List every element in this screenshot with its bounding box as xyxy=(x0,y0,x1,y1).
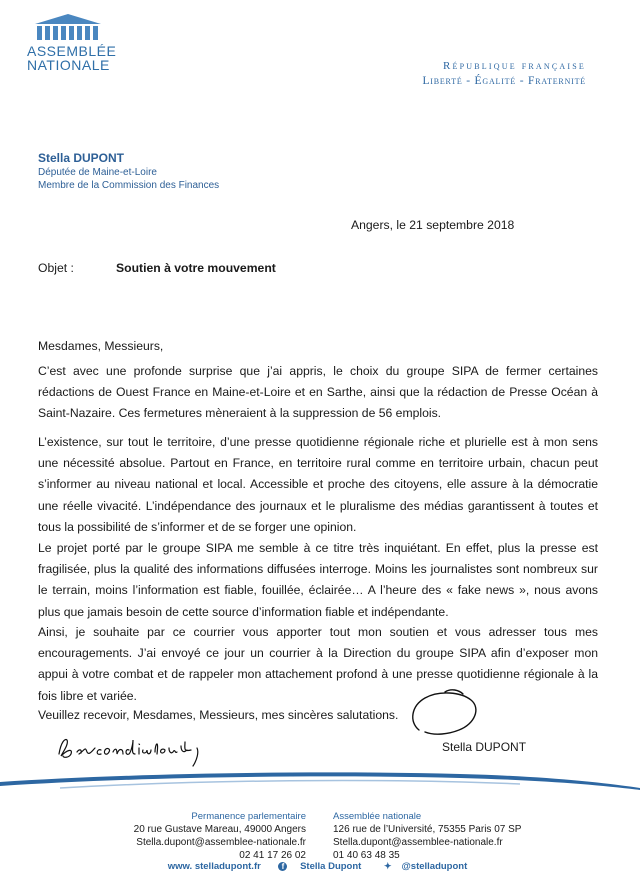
handwritten-closing xyxy=(55,732,215,768)
facebook-link[interactable] xyxy=(273,861,366,872)
footer-right-email[interactable]: Stella.dupont@assemblee-nationale.fr xyxy=(333,837,503,848)
paragraph-4: Ainsi, je souhaite par ce courrier vous apporter tout mon soutien et vous adresser tous mes encouragements. J’ai envoyé ce jour un courrier à la Direction du groupe SIPA afin d’exposer mon appui à votre combat et de rappeler mon attachement profond à une presse quotidienne régionale à la fois libre et variée. xyxy=(38,625,598,703)
facebook-label: Stella Dupont xyxy=(300,861,362,872)
footer-right-address: 126 rue de l’Université, 75355 Paris 07 SP xyxy=(333,824,522,835)
facebook-icon: f xyxy=(278,862,287,871)
logo-line-1: ASSEMBLÉE xyxy=(27,43,117,59)
sender-block xyxy=(38,151,219,191)
twitter-icon: ✦ xyxy=(383,861,392,871)
footer-swoosh xyxy=(0,770,640,810)
salutation: Mesdames, Messieurs, xyxy=(38,339,164,353)
republique-francaise: République française xyxy=(443,60,586,72)
subject-text: Soutien à votre mouvement xyxy=(116,261,276,275)
sender-name: Stella DUPONT xyxy=(38,151,125,165)
footer-right-phone: 01 40 63 48 35 xyxy=(333,850,400,861)
paragraph-2: L’existence, sur tout le territoire, d’une presse quotidienne régionale riche et plurielle est à mon sens une nécessité absolue. Partout en France, en territoire rural comme en territoire urbain, chacun peut s’informer au niveau national et local. Accessible et proche des citoyens, elle assure à la démocratie une réelle vivacité. L’indépendance des journaux et le pluralisme des médias garantissent à toutes et tous la possibilité de s’informer et de se forger une opinion. xyxy=(38,435,598,534)
paragraph-1: C’est avec une profonde surprise que j’ai appris, le choix du groupe SIPA de fermer certaines rédactions de Ouest France en Maine-et-Loire et en Sarthe, ainsi que la rédaction de Presse Océan à Saint-Nazaire. Ces fermetures mèneraient à la suppression de 56 emplois. xyxy=(38,364,598,421)
logo-line-2: NATIONALE xyxy=(27,57,110,73)
assemblee-nationale-logo xyxy=(27,12,117,73)
republic-motto: Liberté - Égalité - Fraternité xyxy=(422,75,586,87)
twitter-link[interactable] xyxy=(379,861,472,872)
paragraph-3: Le projet porté par le groupe SIPA me semble à ce titre très inquiétant. En effet, plus la presse est fragilisée, plus la qualité des informations diffusées interroge. Moins les journalistes sont nombreux sur le terrain, moins l’information est fiable, fouillée, éclairée… A l’heure des « fake news », nous avons plus que jamais besoin de cette source d’information fiable et indépendante. xyxy=(38,541,598,619)
footer-right-title: Assemblée nationale xyxy=(333,811,422,822)
signature xyxy=(405,686,495,738)
footer-social-links xyxy=(0,861,640,872)
footer-assembly-office xyxy=(333,810,521,862)
footer-left-address: 20 rue Gustave Mareau, 49000 Angers xyxy=(133,824,306,835)
sender-title: Députée de Maine-et-Loire xyxy=(38,167,157,178)
closing-sentence: Veuillez recevoir, Mesdames, Messieurs, mes sincères salutations. xyxy=(38,708,399,722)
sender-role: Membre de la Commission des Finances xyxy=(38,180,220,191)
signature-name: Stella DUPONT xyxy=(442,740,527,754)
twitter-label: @stelladupont xyxy=(401,861,468,872)
website-link[interactable]: www. stelladupont.fr xyxy=(167,861,261,872)
footer-constituency-office xyxy=(134,810,306,862)
footer-left-title: Permanence parlementaire xyxy=(191,811,306,822)
building-columns-icon xyxy=(31,12,105,42)
subject-label: Objet : xyxy=(38,261,74,275)
republique-header xyxy=(422,60,586,87)
letter-date: Angers, le 21 septembre 2018 xyxy=(351,218,515,232)
footer-left-phone: 02 41 17 26 02 xyxy=(239,850,306,861)
footer-left-email[interactable]: Stella.dupont@assemblee-nationale.fr xyxy=(136,837,306,848)
